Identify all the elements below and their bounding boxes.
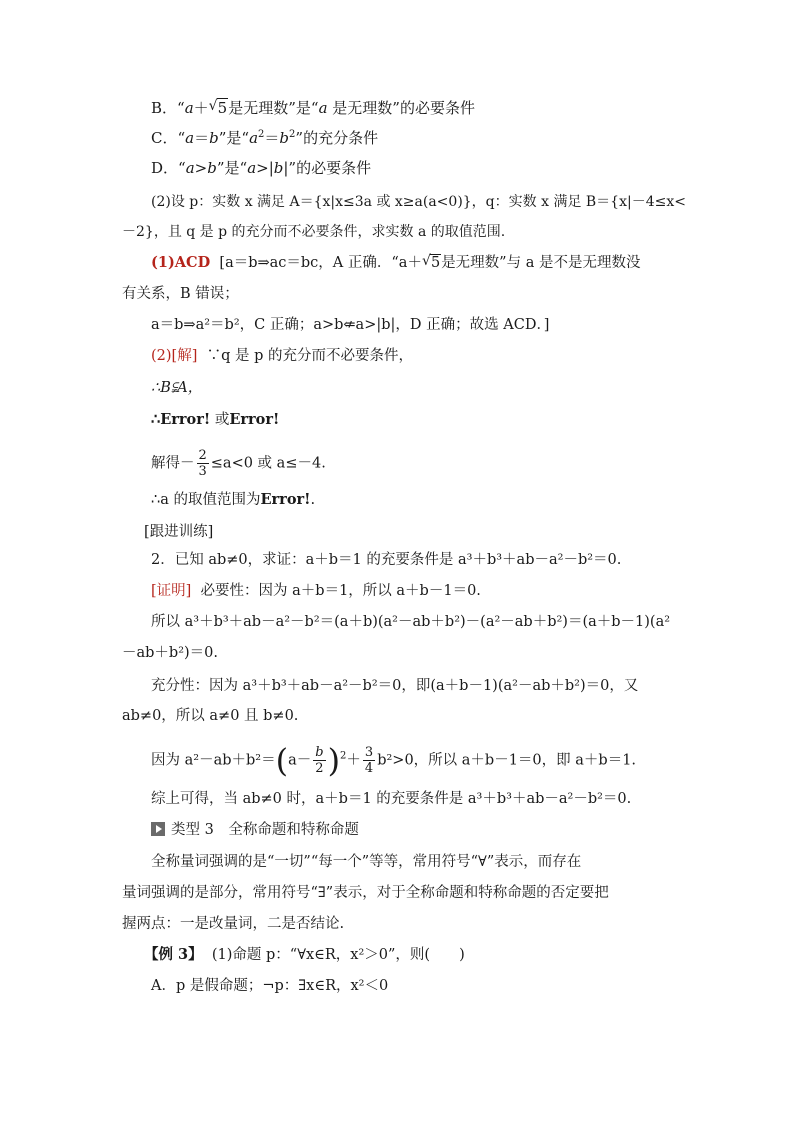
solution-1-line-2: 有关系，B 错误； [122, 286, 239, 302]
error-line: ∴Error! 或Error! [151, 411, 280, 428]
example-3-line: 【例 3】 (1)命题 p：“∀x∈R，x²＞0”，则( ) [144, 946, 465, 963]
sqrt-symbol: √ 5 [209, 98, 229, 118]
option-d: D．“a>b”是“a>|b|”的必要条件 [151, 159, 372, 177]
question-2-line-2: －2}，且 q 是 p 的充分而不必要条件，求实数 a 的取值范围. [122, 224, 506, 240]
sufficiency-line-1: 充分性：因为 a³＋b³＋ab－a²－b²＝0，即(a＋b－1)(a²－ab＋b²)＝0，又 [151, 678, 639, 694]
range-line: 解得－ $\frac{2}{3}$ ≤a<0 或 a≤－4. [151, 448, 326, 479]
option-c: C．“a＝b”是“$a^2=b^2$”的充分条件 [151, 129, 379, 147]
question-2-line-1: (2)设 p：实数 x 满足 A＝{x|x≤3a 或 x≥a(a<0)}，q：实数 x 满足 B＝{x|－4≤x< [151, 194, 686, 210]
solution-1-line-3: a＝b⇒a²＝b²，C 正确；a>b⇍a>|b|，D 正确；故选 ACD．] [151, 317, 550, 333]
proof-necessity: [证明] 必要性：因为 a＋b＝1，所以 a＋b－1＝0. [151, 583, 481, 599]
solution-1-line-1: (1)ACD [a＝b⇒ac＝bc，A 正确．“a＋√ 5是无理数”与 a 是不是无理数没 [151, 253, 640, 273]
solution-2-label: (2)[解] [151, 348, 198, 364]
fraction-3-4: $\frac{3}{4}$ [364, 745, 374, 776]
example-3-option-a: A．p 是假命题；¬p：∃x∈R，x²＜0 [151, 978, 389, 994]
fraction-b-2: $\frac{b}{2}$ [315, 745, 324, 776]
example-label: 【例 3】 [144, 946, 203, 963]
proof-line-2: －ab＋b²)＝0. [122, 645, 219, 661]
sufficiency-line-2: ab≠0，所以 a≠0 且 b≠0. [122, 708, 299, 724]
solution-2-intro: (2)[解] ∵q 是 p 的充分而不必要条件， [151, 348, 413, 364]
sqrt-symbol: √ 5 [422, 253, 441, 273]
type-3-para-3: 握两点：一是改量词，二是否结论. [122, 916, 345, 932]
type-3-para-1: 全称量词强调的是“一切”“每一个”等等，常用符号“∀”表示，而存在 [151, 854, 582, 870]
subset-line: ∴B⫋A， [151, 380, 203, 396]
type-3-para-2: 量词强调的是部分，常用符号“∃”表示，对于全称命题和特称命题的否定要把 [122, 885, 609, 901]
fraction-2-3: $\frac{2}{3}$ [198, 448, 207, 479]
final-range-line: ∴a 的取值范围为Error!. [151, 491, 316, 508]
answer-label: (1)ACD [151, 254, 211, 271]
type-3-heading: 类型 3 全称命题和特称命题 [151, 820, 359, 840]
option-b: B．“a＋√ 5是无理数”是“a 是无理数”的必要条件 [151, 98, 475, 118]
proof-label: [证明] [151, 583, 192, 599]
practice-question: 2．已知 ab≠0，求证：a＋b＝1 的充要条件是 a³＋b³＋ab－a²－b²＝0. [151, 552, 622, 568]
proof-line-1: 所以 a³＋b³＋ab－a²－b²＝(a＋b)(a²－ab＋b²)－(a²－ab＋b²)＝(a＋b－1)(a² [151, 614, 671, 630]
play-triangle-icon [151, 822, 165, 836]
because-line: 因为 a²－ab＋b²＝(a－ $\frac{b}{2}$ )$^2$＋ $\frac{3}{4}$ b²>0，所以 a＋b－1＝0，即 a＋b＝1. [151, 741, 637, 780]
conclusion-line: 综上可得，当 ab≠0 时，a＋b＝1 的充要条件是 a³＋b³＋ab－a²－b²＝0. [151, 791, 632, 807]
practice-header: [跟进训练] [144, 524, 214, 540]
